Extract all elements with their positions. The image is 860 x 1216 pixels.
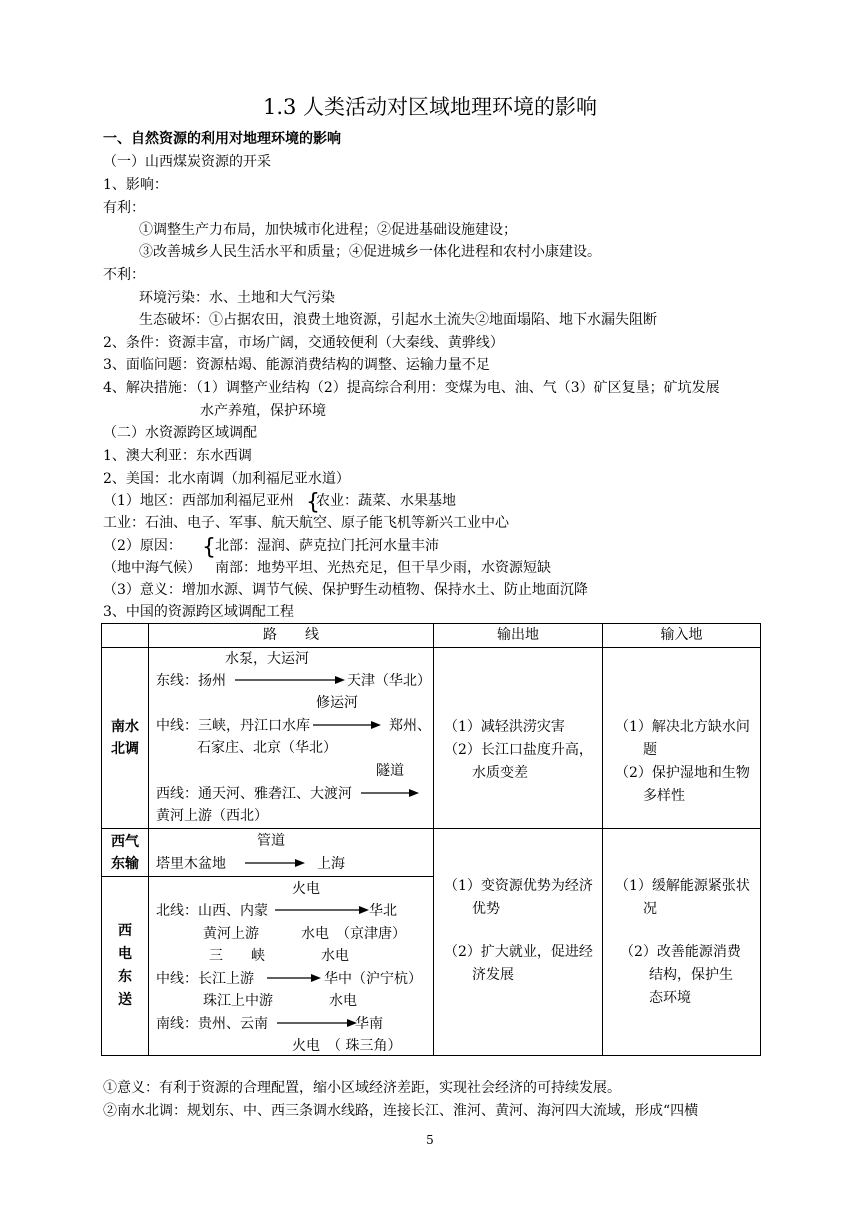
row-label-line: 送	[118, 992, 132, 1008]
route-origin: 北线：山西、内蒙	[156, 903, 268, 919]
usa-meaning: （3）意义：增加水源、调节气候、保护野生动植物、保持水土、防止地面沉降	[103, 582, 588, 598]
arrow-icon	[267, 972, 323, 984]
input-text: 多样性	[643, 788, 685, 804]
usa-agriculture: 农业：蔬菜、水果基地	[316, 493, 456, 509]
conditions-line: 2、条件：资源丰富，市场广阔，交通较便利（大秦线、黄骅线）	[103, 335, 504, 351]
arrow-icon	[361, 787, 421, 799]
input-text: （2）保护湿地和生物	[615, 765, 750, 781]
table-header-blank	[102, 624, 149, 648]
section-heading: 一、自然资源的利用对地理环境的影响	[103, 131, 341, 147]
input-text: （2）改善能源消费	[620, 944, 741, 960]
page-title: 1.3 人类活动对区域地理环境的影响	[262, 95, 598, 119]
brace-icon: {	[202, 535, 216, 560]
row-label-line: 西气	[111, 833, 139, 850]
route-origin: 东线：扬州	[156, 673, 226, 689]
row-label-line: 南水	[111, 719, 139, 735]
route-cell-xdds	[149, 877, 434, 1056]
row-label-xqds	[102, 829, 149, 877]
route-destination: 华中（沪宁杭）	[324, 971, 422, 987]
route-origin: 中线：三峡，丹江口水库	[156, 718, 310, 734]
impact-label: 1、影响：	[103, 177, 168, 193]
route-destination: 华南	[355, 1016, 383, 1032]
route-label: 三 峡 水电	[209, 948, 349, 964]
subheading-coal: （一）山西煤炭资源的开采	[103, 154, 271, 170]
route-destination: 华北	[369, 903, 397, 919]
row-label-line: 北调	[111, 741, 139, 757]
arrow-icon	[277, 1017, 359, 1029]
table-header-input: 输入地	[603, 624, 761, 648]
row-label-xdds	[102, 877, 149, 1056]
subheading-water: （二）水资源跨区域调配	[103, 425, 257, 441]
output-text: （2）扩大就业，促进经	[444, 944, 593, 960]
favorable-line-2: ③改善城乡人民生活水平和质量；④促进城乡一体化进程和农村小康建设。	[139, 244, 601, 260]
usa-industry: 工业：石油、电子、军事、航天航空、原子能飞机等新兴工业中心	[103, 515, 509, 531]
arrow-icon	[245, 857, 307, 869]
output-cell-nsbd	[434, 648, 603, 829]
route-label: 水泵，大运河	[225, 651, 309, 667]
usa-climate: （地中海气候）	[103, 560, 201, 576]
route-origin: 中线：长江上游	[156, 971, 254, 987]
input-cell-nsbd	[603, 648, 761, 829]
page-number: 5	[426, 1133, 434, 1147]
route-label: 火电 （ 珠三角）	[292, 1038, 402, 1054]
note-nsbd: ②南水北调：规划东、中、西三条调水线路，连接长江、淮河、黄河、海河四大流域，形成“四横	[103, 1103, 699, 1119]
route-destination: 石家庄、北京（华北）	[197, 740, 337, 756]
output-text: 水质变差	[472, 765, 528, 781]
favorable-line-1: ①调整生产力布局，加快城市化进程；②促进基础设施建设；	[139, 222, 517, 238]
route-label: 火电	[292, 881, 320, 897]
route-origin: 塔里木盆地	[156, 856, 226, 872]
route-label: 隧道	[376, 763, 404, 779]
output-text: （2）长江口盐度升高，	[444, 742, 593, 758]
usa-region: （1）地区：西部加利福尼亚州	[103, 493, 294, 509]
output-text: （1）变资源优势为经济	[444, 878, 593, 894]
row-label-line: 电	[118, 946, 132, 962]
route-label: 修运河	[316, 695, 358, 711]
route-destination: 黄河上游（西北）	[156, 808, 268, 824]
usa-line: 2、美国：北水南调（加利福尼亚水道）	[103, 471, 350, 487]
row-label-line: 东输	[111, 855, 139, 872]
table-header-route: 路 线	[149, 624, 434, 648]
unfavorable-line-1: 环境污染：水、土地和大气污染	[139, 290, 335, 306]
measures-line-2: 水产养殖，保护环境	[200, 403, 326, 419]
china-heading: 3、中国的资源跨区域调配工程	[103, 604, 294, 620]
route-label: 珠江上中游 水电	[203, 993, 357, 1009]
route-label: 管道	[257, 833, 285, 849]
usa-north: 北部：湿润、萨克拉门托河水量丰沛	[215, 538, 439, 554]
arrow-icon	[313, 719, 383, 731]
route-label: 黄河上游 水电 （京津唐）	[203, 926, 406, 942]
brace-icon: {	[306, 490, 320, 515]
arrow-icon	[275, 904, 371, 916]
output-text: 优势	[472, 901, 500, 917]
note-meaning: ①意义：有利于资源的合理配置，缩小区域经济差距，实现社会经济的可持续发展。	[103, 1080, 621, 1096]
input-text: 况	[643, 901, 657, 917]
arrow-icon	[235, 674, 347, 686]
input-cell-energy	[603, 829, 761, 1056]
route-destination: 天津（华北）	[347, 673, 431, 689]
output-text: 济发展	[472, 967, 514, 983]
route-origin: 西线：通天河、雅砻江、大渡河	[156, 786, 352, 802]
route-destination: 郑州、	[389, 718, 431, 734]
route-origin: 南线：贵州、云南	[156, 1016, 268, 1032]
route-cell-xqds	[149, 829, 434, 877]
table-header-output: 输出地	[434, 624, 603, 648]
input-text: （1）解决北方缺水问	[615, 719, 750, 735]
output-cell-energy	[434, 829, 603, 1056]
input-text: 结构，保护生	[649, 967, 733, 983]
input-text: （1）缓解能源紧张状	[615, 878, 750, 894]
problems-line: 3、面临问题：资源枯竭、能源消费结构的调整、运输力量不足	[103, 357, 490, 373]
measures-line-1: 4、解决措施：（1）调整产业结构（2）提高综合利用：变煤为电、油、气（3）矿区复垦；矿坑发展	[103, 380, 720, 396]
resource-transfer-table	[101, 623, 761, 1056]
input-text: 题	[643, 742, 657, 758]
output-text: （1）减轻洪涝灾害	[444, 719, 565, 735]
unfavorable-line-2: 生态破坏：①占据农田，浪费土地资源，引起水土流失②地面塌陷、地下水漏失阻断	[139, 312, 657, 328]
usa-south: 南部：地势平坦、光热充足，但干旱少雨，水资源短缺	[215, 560, 551, 576]
input-text: 态环境	[649, 990, 691, 1006]
unfavorable-label: 不利：	[103, 267, 145, 283]
row-label-nsbd	[102, 648, 149, 829]
row-label-line: 西	[118, 923, 132, 939]
favorable-label: 有利：	[103, 200, 145, 216]
usa-reason: （2）原因：	[103, 538, 182, 554]
route-destination: 上海	[317, 856, 345, 872]
route-cell-nsbd	[149, 648, 434, 829]
australia-line: 1、澳大利亚：东水西调	[103, 448, 252, 464]
row-label-line: 东	[118, 969, 132, 985]
